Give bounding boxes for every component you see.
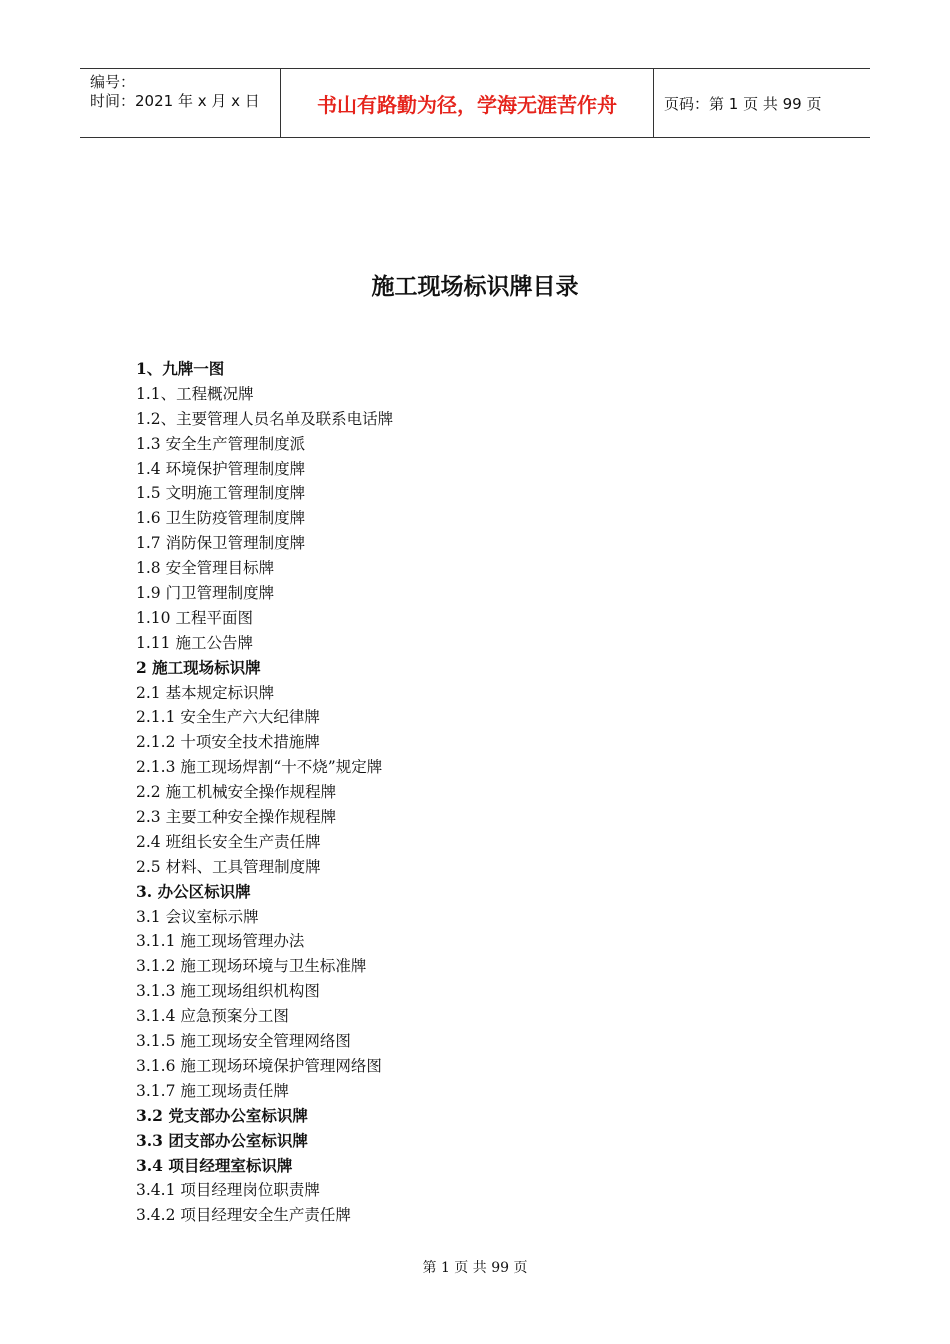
toc-entry: 1.9 门卫管理制度牌 (136, 584, 275, 603)
toc-entry: 2.2 施工机械安全操作规程牌 (136, 783, 337, 802)
toc-entry: 3.2 党支部办公室标识牌 (136, 1105, 308, 1125)
toc-entry: 1.7 消防保卫管理制度牌 (136, 534, 306, 553)
toc-entry: 2.1.2 十项安全技术措施牌 (136, 733, 320, 752)
header-page-cell (654, 69, 870, 137)
toc-entry: 2.5 材料、工具管理制度牌 (136, 857, 321, 876)
page-label: 页码：第 1 页 共 99 页 (664, 94, 822, 113)
toc-entry: 2.1.1 安全生产六大纪律牌 (136, 708, 320, 727)
toc-entry: 1.5 文明施工管理制度牌 (136, 484, 306, 503)
toc-entry: 3.3 团支部办公室标识牌 (136, 1130, 308, 1150)
toc-entry: 3.4.1 项目经理岗位职责牌 (136, 1181, 320, 1200)
toc-entry: 3.1 会议室标示牌 (136, 907, 259, 926)
toc-entry: 1.10 工程平面图 (136, 608, 253, 627)
toc-entry: 3.1.4 应急预案分工图 (136, 1007, 289, 1026)
motto-text: 书山有路勤为径，学海无涯苦作舟 (317, 92, 617, 117)
page-header (80, 68, 870, 138)
toc-entry: 1.3 安全生产管理制度派 (136, 434, 306, 453)
number-label: 编号： (90, 73, 136, 91)
toc-entry: 2.3 主要工种安全操作规程牌 (136, 808, 337, 827)
toc-entry: 2.1.3 施工现场焊割“十不烧”规定牌 (136, 758, 383, 777)
toc-entry: 1、九牌一图 (136, 359, 225, 378)
toc-entry: 1.11 施工公告牌 (136, 633, 253, 652)
toc-entry: 3.1.2 施工现场环境与卫生标准牌 (136, 957, 367, 976)
toc-entry: 1.1、工程概况牌 (136, 384, 254, 403)
toc-entry: 3.1.1 施工现场管理办法 (136, 932, 305, 951)
toc-entry: 3.1.7 施工现场责任牌 (136, 1081, 289, 1100)
header-motto-cell (281, 69, 654, 137)
document-title: 施工现场标识牌目录 (371, 274, 579, 300)
toc-entry: 1.8 安全管理目标牌 (136, 559, 275, 578)
time-label: 时间：2021 年 x 月 x 日 (90, 92, 260, 110)
header-meta (80, 69, 281, 137)
toc-entry: 1.2、主要管理人员名单及联系电话牌 (136, 409, 394, 428)
toc-entry: 2.1 基本规定标识牌 (136, 683, 275, 702)
toc-entry: 2.4 班组长安全生产责任牌 (136, 832, 321, 851)
toc-entry: 3.4.2 项目经理安全生产责任牌 (136, 1206, 351, 1225)
toc-entry: 1.6 卫生防疫管理制度牌 (136, 509, 306, 528)
toc-entry: 3. 办公区标识牌 (136, 881, 251, 901)
toc-entry: 2 施工现场标识牌 (136, 657, 261, 677)
table-of-contents (136, 357, 393, 1228)
page-footer: 第 1 页 共 99 页 (422, 1260, 528, 1276)
toc-entry: 3.4 项目经理室标识牌 (136, 1155, 293, 1175)
toc-entry: 3.1.3 施工现场组织机构图 (136, 982, 320, 1001)
toc-entry: 3.1.6 施工现场环境保护管理网络图 (136, 1056, 382, 1075)
toc-entry: 1.4 环境保护管理制度牌 (136, 459, 306, 478)
toc-entry: 3.1.5 施工现场安全管理网络图 (136, 1032, 351, 1051)
